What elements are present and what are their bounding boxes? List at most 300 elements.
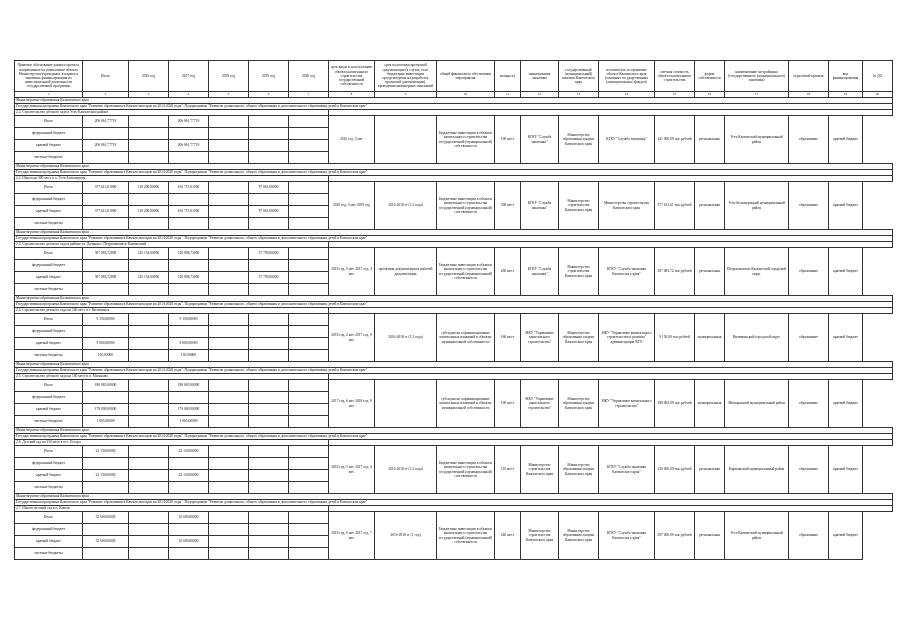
program-title: Государственная программа Камчатского края "Развитие образования в Камчатском крае на 2014-2020 годы". Подпрограмма "Развитие дошкольного, общего образования и дополнительного образования детей в Камчатском крае" [15,236,893,242]
column-header: государственный (муниципальный) заказчик Камчатского края [559,61,599,92]
row-label: краевой бюджет [15,140,83,152]
table-row [15,314,893,326]
value-cell: 9 150,00000 [169,314,209,326]
value-cell [209,194,249,206]
blank-cell [289,314,329,326]
design-term: 2016-2016 гг (1 год) [375,512,437,560]
branch-cell: образование [789,314,829,362]
row-label: краевой бюджет [15,404,83,416]
value-cell: 307 083,72000 [83,248,129,260]
commissioning-term: 2018 год, 2 мес 2017 год, 9 мес [329,314,375,362]
value-cell: 22 130,00000 [83,470,129,482]
row-label: местные бюджеты [15,284,83,296]
builder-cell: Карагинский муниципальный район [725,446,789,494]
value-cell [129,416,169,428]
row-label: Итого [15,314,83,326]
row-label: краевой бюджет [15,272,83,284]
column-number: 17 [725,92,789,98]
section-title: Министерство образования Камчатского края [15,362,893,368]
value-cell [129,128,169,140]
value-cell [209,338,249,350]
value-cell [169,128,209,140]
table-row [15,116,893,128]
ministry-cell: Министерство образования и науки Камчатского края [559,446,599,494]
object-title: 2.4. Строительство детского сада на 160 мест в г. Вилючинск [15,308,329,314]
column-number: 20 [863,92,893,98]
funding-cell: краевой бюджет [829,182,863,230]
cost-cell: 307 083,72 тыс.рублей [655,248,695,296]
value-cell: 110 200,00000 [129,206,169,218]
value-cell: 179 000,00000 [83,404,129,416]
row-label: Итого [15,182,83,194]
design-term: 2016-2018 гг (1,5 года) [375,314,437,362]
ownership-cell: региональная [695,182,725,230]
program-title: Государственная программа Камчатского края "Развитие образования в Камчатском крае на 2014-2020 годы". Подпрограмма "Развитие дошкольного, общего образования и дополнительного образования детей в Камчатском крае" [15,368,893,374]
column-number: 9 [375,92,437,98]
branch-cell: образование [789,512,829,560]
column-number: 14 [599,92,655,98]
value-cell [169,218,209,230]
capacity-cell: 300 мест [495,182,521,230]
value-cell: 377 613,61000 [83,206,129,218]
column-number: 13 [559,92,599,98]
value-cell [249,446,289,458]
value-cell: 120 008,72000 [169,248,209,260]
row-label: федеральный бюджет [15,524,83,536]
customer-cell: КГКУ "Служба заказчика" [521,116,559,164]
value-cell: 145 154,00000 [129,272,169,284]
value-cell [129,116,169,128]
branch-cell: образование [789,248,829,296]
value-cell [209,248,249,260]
value-cell [129,482,169,494]
object-title: 2.7. Школа-детский сад в п. Ключи [15,506,329,512]
value-cell [249,284,289,296]
column-header: срок ввода в эксплуатацию объекта капитального строительства государственной собственности [329,61,375,92]
value-cell [249,260,289,272]
column-number: 2 [83,92,129,98]
funding-cell: краевой бюджет [829,116,863,164]
value-cell [249,380,289,392]
value-cell [83,152,129,164]
value-cell [169,524,209,536]
value-cell: 377 613,61000 [83,182,129,194]
column-header: 2018 год [209,61,249,92]
subject-cell: Бюджетные инвестиции в объекты капитального строительства государственной (муниципальной) собственности [437,446,495,494]
design-term: 2016-2018 гг (1,5 года) [375,182,437,230]
subject-cell: Бюджетные инвестиции в объекты капитального строительства государственной (муниципальной) собственности [437,182,495,230]
value-cell: 307 083,72000 [83,272,129,284]
value-cell [83,482,129,494]
executor-cell: КГКУ "Служба заказчика Камчатского края" [599,512,655,560]
value-cell [129,260,169,272]
blank-cell [289,536,329,548]
value-cell [249,416,289,428]
column-number: 10 [437,92,495,98]
blank-cell [289,206,329,218]
document-page [14,60,892,630]
row-label: Итого [15,512,83,524]
blank-cell [289,350,329,362]
ministry-cell: Министерство образования и науки Камчатского края [559,512,599,560]
branch-cell: образование [789,446,829,494]
funding-cell: краевой бюджет [829,248,863,296]
value-cell: 32 600,00000 [169,536,209,548]
column-header: наименование заказчика [521,61,559,92]
column-number: 7 [289,92,329,98]
value-cell [249,194,289,206]
column-header: срок подготовки проектной документации (в случае, если бюджетные инвестиции предусмотрены на разработку проектной документации), проведения инженерных изысканий [375,61,437,92]
blank-cell [289,182,329,194]
column-number: 8 [329,92,375,98]
column-header: мощность [495,61,521,92]
value-cell [209,404,249,416]
value-cell [249,470,289,482]
capacity-cell: 160 мест [495,116,521,164]
value-cell: 97 661,00000 [249,182,289,194]
commissioning-term: 2016 год, 5 мес [329,116,375,164]
value-cell [209,512,249,524]
value-cell [83,128,129,140]
blank-cell [289,140,329,152]
value-cell: 32 600,00000 [83,536,129,548]
builder-cell: Вилючинский городской округ [725,314,789,362]
column-number: 5 [209,92,249,98]
value-cell: 206 061,77719 [169,116,209,128]
funding-cell: краевой бюджет [829,446,863,494]
cost-cell: 441 000,00 тыс.рублей [655,116,695,164]
customer-cell: МКУ "Управление капитального строительства" [521,380,559,428]
ownership-cell: региональная [695,512,725,560]
header-row [15,61,893,92]
design-term [375,380,437,428]
builder-cell: Усть-Камчатский муниципальный район [725,512,789,560]
column-number: 1 [15,92,83,98]
ministry-cell: Министерство строительства Камчатского края [559,182,599,230]
ministry-cell: Министерство образования и науки Камчатского края [559,116,599,164]
ownership-cell: региональная [695,248,725,296]
blank-cell [289,218,329,230]
column-header: отраслевой признак [789,61,829,92]
blank-cell [289,512,329,524]
capacity-cell: 110 мест [495,446,521,494]
value-cell: 145 154,00000 [129,248,169,260]
value-cell [249,152,289,164]
value-cell [209,380,249,392]
value-cell: 9 000,00000 [169,338,209,350]
funding-cell: краевой бюджет [829,512,863,560]
cost-cell: 180 065,00 тыс.рублей [655,380,695,428]
value-cell [129,380,169,392]
executor-cell: Министерство строительства Камчатского края [599,182,655,230]
value-cell [83,392,129,404]
value-cell [209,482,249,494]
branch-cell: образование [789,380,829,428]
value-cell: 57 700,00000 [249,272,289,284]
value-cell: 180 065,00000 [169,380,209,392]
value-cell [209,260,249,272]
value-cell [249,392,289,404]
blank-cell [289,446,329,458]
value-cell [249,512,289,524]
value-cell [209,524,249,536]
row-label: краевой бюджет [15,536,83,548]
value-cell [129,194,169,206]
column-header: исполнитель по принятию объекта Камчатского края (основных государственных (муниципальных) фондов) [599,61,655,92]
column-header: форма собственности [695,61,725,92]
column-header: Итого [83,61,129,92]
customer-cell: КГКУ "Служба заказчика" [521,248,559,296]
blank-cell [289,482,329,494]
value-cell [169,326,209,338]
table-body [15,98,893,560]
value-cell [169,392,209,404]
table-row [15,446,893,458]
column-header: 2019 год [249,61,289,92]
capacity-cell: 160 мест [495,380,521,428]
value-cell [83,458,129,470]
value-cell [129,446,169,458]
blank-cell [289,524,329,536]
commissioning-term: 2018 год, 5 мес 2019 год [329,182,375,230]
cost-cell: 230 000,00 тыс.рублей [655,446,695,494]
column-header: вид финансирования [829,61,863,92]
row-label: местные бюджеты [15,152,83,164]
design-term [375,116,437,164]
column-header: Правовое обоснование данного проекта, направленное на уменьшение объекта Министерства/учреждения, в нормах и значениях финансирования по инвестиционной деятельности государственной программы [15,61,83,92]
value-cell: 32 600,00000 [169,512,209,524]
value-cell: 57 700,00000 [249,248,289,260]
value-cell: 110 200,00000 [129,182,169,194]
value-cell: 1 065,00000 [169,416,209,428]
value-cell: 32 600,00000 [83,512,129,524]
blank-cell [289,458,329,470]
ownership-cell: региональная [695,116,725,164]
value-cell: 1 065,00000 [83,416,129,428]
value-cell [249,314,289,326]
value-cell [83,194,129,206]
object-title: 2.2. Строительство детского сада в Усть-Камчатском районе [15,110,329,116]
column-number: 19 [829,92,863,98]
row-label: Итого [15,380,83,392]
branch-cell: образование [789,182,829,230]
value-cell [129,458,169,470]
builder-cell: Мильковский муниципальный район [725,380,789,428]
cost-cell: 9 150,00 тыс.рублей [655,314,695,362]
value-cell [209,206,249,218]
value-cell [129,512,169,524]
value-cell [209,470,249,482]
investment-table [14,60,893,560]
value-cell [83,326,129,338]
customer-cell: Министерство строительства Камчатского края [521,512,559,560]
subject-cell: Бюджетные инвестиции в объекты капитального строительства государственной (муниципальной) собственности [437,248,495,296]
builder-cell: Петропавловск-Камчатский городской округ [725,248,789,296]
capacity-cell: 160 мест [495,314,521,362]
value-cell [83,548,129,560]
value-cell: 206 061,77719 [83,116,129,128]
customer-cell: КГКУ "Служба заказчика" [521,182,559,230]
value-cell: 179 000,00000 [169,404,209,416]
value-cell [169,548,209,560]
object-title: 2.6. Детский сад на 110 мест в пгт. Оссора [15,440,329,446]
value-cell [129,140,169,152]
value-cell: 22 130,00000 [169,470,209,482]
cost-cell: 377 613,61 тыс.рублей [655,182,695,230]
row-label: федеральный бюджет [15,458,83,470]
capacity-cell: 240 мест [495,512,521,560]
value-cell [129,152,169,164]
value-cell: 120 008,72000 [169,272,209,284]
value-cell: 22 130,00000 [169,446,209,458]
blank-cell [289,392,329,404]
column-number: 3 [129,92,169,98]
row-label: местные бюджеты [15,350,83,362]
commissioning-term: 2018 год, 5 мес 2017 год, 4 мес [329,446,375,494]
value-cell [169,260,209,272]
value-cell [209,392,249,404]
value-cell: 150,00000 [83,350,129,362]
column-number: 4 [169,92,209,98]
row-label: краевой бюджет [15,470,83,482]
ownership-cell: муниципальная [695,380,725,428]
builder-cell: Усть-Большерецкий муниципальный район [725,182,789,230]
column-header: 2017 год [169,61,209,92]
value-cell [209,182,249,194]
value-cell [129,392,169,404]
value-cell [249,140,289,152]
executor-cell: КГКУ "Служба заказчика Камчатского края" [599,248,655,296]
value-cell [249,218,289,230]
blank-cell [289,272,329,284]
value-cell [129,218,169,230]
customer-cell: Министерство строительства Камчатского края [521,446,559,494]
cost-cell: 297 000,00 тыс.рублей [655,512,695,560]
value-cell [249,524,289,536]
subject-cell: Бюджетные инвестиции в объекты капитального строительства государственной (муниципальной) собственности [437,116,495,164]
blank-cell [289,404,329,416]
value-cell [129,524,169,536]
ministry-cell: Министерство строительства Камчатского края [559,248,599,296]
column-number: 15 [655,92,695,98]
value-cell [209,350,249,362]
value-cell [249,548,289,560]
value-cell [249,536,289,548]
customer-cell: МКУ "Управление капитального строительства" [521,314,559,362]
commissioning-term: 2018 год, 6 мес 2017 год, 7 мес [329,512,375,560]
value-cell [169,194,209,206]
blank-cell [289,128,329,140]
ministry-cell: Министерство образования и науки Камчатского края [559,314,599,362]
value-cell [129,350,169,362]
commissioning-term: 2017 год, 6 мес 2018 год, 9 мес [329,380,375,428]
table-row [15,380,893,392]
value-cell [169,458,209,470]
value-cell [83,218,129,230]
value-cell [169,482,209,494]
value-cell [129,404,169,416]
value-cell [209,446,249,458]
row-label: федеральный бюджет [15,392,83,404]
value-cell [249,116,289,128]
section-title: Министерство образования Камчатского края [15,428,893,434]
subject-cell: субсидии на софинансирование капитальных вложений в объекты муниципальной собственности [437,380,495,428]
program-title: Государственная программа Камчатского края "Развитие образования в Камчатском крае на 2014-2020 годы". Подпрограмма "Развитие дошкольного, общего образования и дополнительного образования детей в Камчатском крае" [15,500,893,506]
capacity-cell: 260 мест [495,248,521,296]
blank-cell [289,470,329,482]
executor-cell: КГКУ "Служба заказчика Камчатского края" [599,446,655,494]
value-cell [209,140,249,152]
section-title: Министерство образования Камчатского края [15,230,893,236]
object-title: 2.2. Школа на 300 мест в п. Усть-Большерецк [15,176,329,182]
row-label: Итого [15,248,83,260]
value-cell [249,482,289,494]
row-label: местные бюджеты [15,548,83,560]
value-cell [249,326,289,338]
row-label: краевой бюджет [15,206,83,218]
column-header: общий финансового обеспечения мероприятия [437,61,495,92]
value-cell [129,548,169,560]
executor-cell: МКУ "Управление капитального строительства" [599,380,655,428]
value-cell [129,470,169,482]
column-header: 2016 год [129,61,169,92]
value-cell [249,458,289,470]
row-label: местные бюджеты [15,482,83,494]
executor-cell: МКУ "Управление капитального строительства и ремонта" администрации ВГО [599,314,655,362]
value-cell [169,284,209,296]
value-cell: 162 757,61000 [169,182,209,194]
program-title: Государственная программа Камчатского края "Развитие образования в Камчатском крае на 2014-2020 годы". Подпрограмма "Развитие дошкольного, общего образования и дополнительного образования детей в Камчатском крае" [15,170,893,176]
value-cell: 206 061,77719 [169,140,209,152]
value-cell: 162 757,61000 [169,206,209,218]
value-cell [209,314,249,326]
object-title: 2.3. Строительство детского сада в районе ул. Дальняя г. Петропавловск-Камчатский [15,242,329,248]
design-term: 2016-2018 гг (1,5 года) [375,446,437,494]
value-cell [249,404,289,416]
column-header: № ДО [863,61,893,92]
executor-cell: КГКУ "Служба заказчика" [599,116,655,164]
blank-cell [289,284,329,296]
blank-cell [289,416,329,428]
value-cell [209,128,249,140]
value-cell [209,116,249,128]
builder-cell: Усть-Камчатский муниципальный район [725,116,789,164]
value-cell: 206 061,77719 [83,140,129,152]
blank-cell [289,380,329,392]
row-label: местные бюджеты [15,416,83,428]
value-cell [83,260,129,272]
funding-cell: краевой бюджет [829,314,863,362]
program-title: Государственная программа Камчатского края "Развитие образования в Камчатском крае на 2014-2020 годы". Подпрограмма "Развитие дошкольного, общего образования и дополнительного образования детей в Камчатском крае" [15,434,893,440]
row-label: Итого [15,446,83,458]
program-title: Государственная программа Камчатского края "Развитие образования в Камчатском крае на 2014-2020 годы". Подпрограмма "Развитие дошкольного, общего образования и дополнительного образования детей в Камчатском крае" [15,302,893,308]
section-title: Министерство образования Камчатского края [15,494,893,500]
value-cell: 9 000,00000 [83,338,129,350]
commissioning-term: 2018 год, 5 мес 2017 год, 4 мес [329,248,375,296]
value-cell [209,458,249,470]
section-title: Министерство образования Камчатского края [15,164,893,170]
column-header: наименование застройщика (государственного (муниципального) заказчика) [725,61,789,92]
column-number: 18 [789,92,829,98]
row-label: Итого [15,116,83,128]
blank-cell [289,326,329,338]
section-title: Министерство образования Камчатского края [15,296,893,302]
funding-cell: краевой бюджет [829,380,863,428]
value-cell [209,416,249,428]
design-term: проектная документация в рабочей документации [375,248,437,296]
row-label: федеральный бюджет [15,326,83,338]
ministry-cell: Министерство образования и науки Камчатского края [559,380,599,428]
